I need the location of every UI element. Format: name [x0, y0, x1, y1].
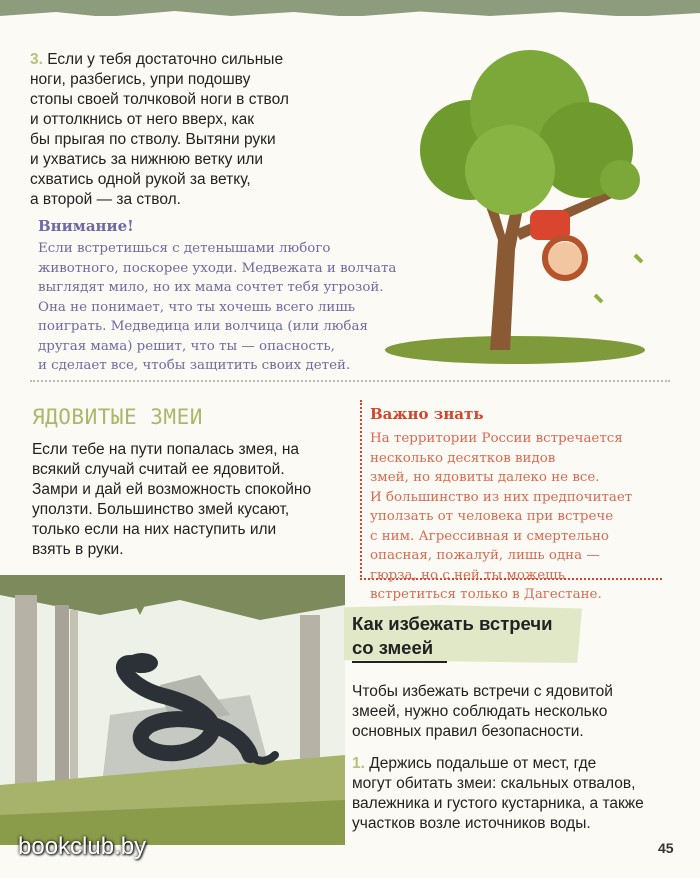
snakes-paragraph: [32, 440, 352, 560]
step-3-line: а второй — за ствол.: [30, 191, 181, 208]
attention-line: и сделает все, чтобы защитить своих детей.: [38, 358, 351, 373]
important-line: На территории России встречается: [370, 431, 623, 446]
important-line: И большинство из них предпочитает: [370, 489, 633, 505]
snakes-section-title: ЯДОВИТЫЕ ЗМЕИ: [32, 405, 203, 429]
important-line: встретиться только в Дагестане.: [370, 587, 602, 602]
attention-line: поиграть. Медведица или волчица (или любая: [38, 319, 368, 334]
howto-step-1-line: Держись подальше от мест, где: [369, 755, 597, 772]
howto-intro-line: змеей, нужно соблюдать несколько: [352, 703, 608, 720]
attention-line: выглядят мило, но их мама сочтет тебя угрозой.: [38, 280, 384, 295]
snakes-line: уползти. Большинство змей кусают,: [32, 501, 290, 518]
attention-text: [38, 239, 398, 376]
important-text: [370, 429, 670, 605]
step-3-line: и ухватись за нижнюю ветку или: [30, 151, 264, 168]
section-divider: [30, 380, 670, 382]
watermark-text: bookclub.by: [18, 833, 147, 860]
attention-line: Если встретишься с детенышами любого: [38, 241, 331, 256]
step-3-line: Если у тебя достаточно сильные: [47, 51, 284, 68]
howto-step-1-line: могут обитать змеи: скальных отвалов,: [352, 775, 636, 792]
howto-step-1: [352, 754, 692, 834]
step-3-number: 3.: [30, 51, 43, 68]
howto-intro-line: Чтобы избежать встречи с ядовитой: [352, 683, 613, 700]
snake-illustration: [0, 575, 345, 845]
step-3-paragraph: [30, 50, 330, 210]
step-3-line: и оттолкнись от него вверх, как: [30, 111, 255, 128]
page-number: 45: [658, 840, 674, 856]
snakes-line: Замри и дай ей возможность спокойно: [32, 481, 312, 498]
howto-title-line: Как избежать встречи: [352, 613, 553, 634]
howto-step-1-number: 1.: [352, 755, 365, 772]
top-decor-band: [0, 0, 700, 16]
howto-title: [352, 612, 553, 660]
important-title: Важно знать: [370, 405, 484, 423]
step-3-line: бы прыгая по стволу. Вытяни руки: [30, 131, 276, 148]
snakes-line: только если на них наступить или: [32, 521, 277, 538]
important-line: с ним. Агрессивная и смертельно: [370, 528, 609, 544]
snakes-line: взять в руки.: [32, 541, 124, 558]
important-line: гюрза, но с ней ты можешь: [370, 567, 565, 583]
important-line: несколько десятков видов: [370, 450, 556, 466]
attention-line: другая мама) решит, что ты — опасность,: [38, 338, 335, 354]
step-3-line: ноги, разбегись, упри подошву: [30, 71, 251, 88]
important-line: уползать от человека при встрече: [370, 509, 614, 524]
attention-line: животного, поскорее уходи. Медвежата и волчата: [38, 260, 397, 276]
attention-title: Внимание!: [38, 217, 134, 235]
howto-step-1-line: участков возле источников воды.: [352, 815, 591, 832]
howto-intro: [352, 682, 682, 742]
tree-illustration: [380, 40, 680, 370]
attention-note: [38, 217, 398, 376]
howto-intro-line: основных правил безопасности.: [352, 723, 584, 740]
snakes-line: всякий случай считай ее ядовитой.: [32, 461, 285, 478]
howto-title-line: со змеей: [352, 637, 434, 658]
important-line: опасная, пожалуй, лишь одна —: [370, 548, 600, 563]
step-3-line: стопы своей толчковой ноги в ствол: [30, 91, 289, 108]
snakes-line: Если тебе на пути попалась змея, на: [32, 441, 300, 458]
step-3-line: схватись одной рукой за ветку,: [30, 171, 251, 188]
important-note: [370, 405, 670, 605]
important-line: змей, но ядовиты далеко не все.: [370, 470, 600, 485]
howto-step-1-line: валежника и густого кустарника, а также: [352, 795, 644, 812]
howto-title-underline: [352, 661, 447, 663]
attention-line: Она не понимает, что ты хочешь всего лишь: [38, 299, 356, 315]
